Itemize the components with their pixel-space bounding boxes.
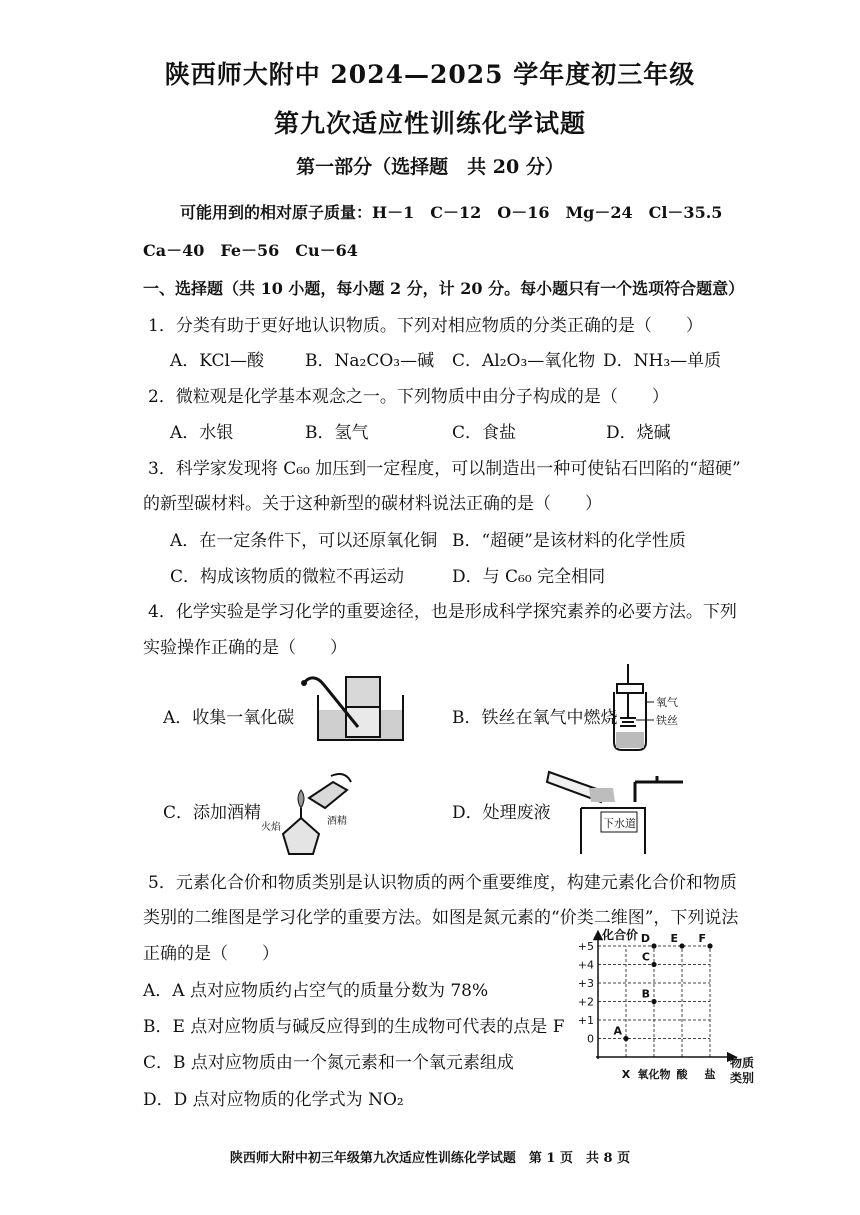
q5-stem-line3: 正确的是（ ）: [143, 944, 279, 964]
q4-option-d: D．处理废液: [452, 803, 551, 823]
data-point-label-b: B: [641, 987, 650, 1001]
q4-stem-line1: 4．化学实验是学习化学的重要途径，也是形成科学探究素养的必要方法。下列: [148, 602, 737, 622]
y-tick-label: +3: [577, 977, 594, 990]
atomic-masses-line1: 可能用到的相对原子质量：H－1 C－12 O－16 Mg－24 Cl－35.5: [180, 203, 723, 222]
co-collection-apparatus-figure: [298, 665, 413, 750]
q5-option-a: A．A 点对应物质约占空气的质量分数为 78%: [143, 981, 489, 1001]
section-heading: 一、选择题（共 10 小题，每小题 2 分，计 20 分。每小题只有一个选项符合题意）: [143, 279, 745, 298]
q2-option-c: C．食盐: [452, 423, 517, 443]
y-tick-label: 0: [587, 1032, 594, 1046]
q5-stem-line2: 类别的二维图是学习化学的重要方法。如图是氮元素的“价类二维图”，下列说法: [143, 908, 739, 928]
atomic-masses-line2: Ca－40 Fe－56 Cu－64: [143, 241, 358, 260]
q1-option-d: D．NH₃—单质: [603, 351, 722, 371]
data-point-label-e: E: [670, 932, 678, 945]
page-footer: 陕西师大附中初三年级第九次适应性训练化学试题 第 1 页 共 8 页: [229, 1151, 631, 1166]
q3-option-a: A．在一定条件下，可以还原氧化铜: [170, 531, 438, 551]
iron-wire-burning-apparatus-figure: [606, 660, 686, 755]
q3-stem-line1: 3．科学家发现将 C₆₀ 加压到一定程度，可以制造出一种可使钻石凹陷的“超硬”: [148, 459, 741, 479]
q2-option-d: D．烧碱: [606, 423, 671, 443]
data-point-e: [679, 943, 684, 948]
x-tick-label: 酸: [676, 1068, 688, 1081]
q1-option-b: B．Na₂CO₃—碱: [305, 351, 435, 371]
q4-stem-line2: 实验操作正确的是（ ）: [143, 638, 347, 658]
q3-option-b: B．“超硬”是该材料的化学性质: [452, 531, 686, 551]
data-point-a: [623, 1036, 628, 1041]
oxygen-label: 氧气: [656, 696, 678, 709]
x-tick-label: 氧化物: [637, 1068, 671, 1081]
q5-option-b: B．E 点对应物质与碱反应得到的生成物可代表的点是 F: [143, 1017, 565, 1037]
x-tick-label: X: [621, 1068, 631, 1081]
q5-option-c: C．B 点对应物质由一个氮元素和一个氧元素组成: [143, 1053, 514, 1073]
q4-option-b: B．铁丝在氧气中燃烧: [452, 708, 618, 728]
q3-option-d: D．与 C₆₀ 完全相同: [452, 567, 606, 587]
data-point-label-d: D: [640, 932, 650, 945]
x-tick-label: 盐: [704, 1068, 716, 1081]
q1-option-a: A．KCl—酸: [170, 351, 264, 371]
x-axis-label-part: 类别: [730, 1071, 755, 1085]
data-point-b: [651, 999, 656, 1004]
q1-option-c: C．Al₂O₃—氧化物: [452, 351, 596, 371]
q2-option-a: A．水银: [170, 423, 234, 443]
y-axis-label: 化合价: [602, 928, 639, 942]
part-title: 第一部分（选择题 共 20 分）: [296, 156, 564, 178]
q3-option-c: C．构成该物质的微粒不再运动: [170, 567, 405, 587]
q4-option-a: A．收集一氧化碳: [163, 708, 295, 728]
data-point-label-c: C: [641, 950, 650, 964]
q5-stem-line1: 5．元素化合价和物质类别是认识物质的两个重要维度，构建元素化合价和物质: [148, 873, 737, 893]
x-axis-label: [730, 1055, 754, 1085]
sewer-label: 下水道: [603, 817, 636, 830]
exam-title-line1: 陕西师大附中 2024—2025 学年度初三年级: [164, 60, 696, 89]
data-point-c: [651, 962, 656, 967]
y-tick-label: +5: [577, 940, 594, 953]
nitrogen-valence-class-chart: [560, 925, 755, 1095]
data-point-label-a: A: [613, 1024, 622, 1038]
data-point-d: [651, 943, 656, 948]
y-tick-label: +2: [577, 995, 594, 1009]
waste-disposal-apparatus-figure: [545, 762, 690, 857]
q4-option-c: C．添加酒精: [163, 803, 262, 823]
adding-alcohol-apparatus-figure: [255, 768, 365, 858]
data-point-f: [707, 943, 712, 948]
q1-stem: 1．分类有助于更好地认识物质。下列对相应物质的分类正确的是（ ）: [148, 316, 703, 336]
alcohol-label: 酒精: [327, 816, 347, 827]
exam-title-line2: 第九次适应性训练化学试题: [273, 109, 586, 138]
q5-option-d: D．D 点对应物质的化学式为 NO₂: [143, 1090, 404, 1110]
data-point-label-f: F: [698, 932, 706, 945]
y-tick-label: +4: [577, 958, 594, 972]
x-axis-label-part: 物质: [730, 1056, 755, 1070]
q3-stem-line2: 的新型碳材料。关于这种新型的碳材料说法正确的是（ ）: [143, 494, 602, 514]
q2-stem: 2．微粒观是化学基本观念之一。下列物质中由分子构成的是（ ）: [148, 387, 669, 407]
iron-wire-label: 铁丝: [656, 714, 678, 727]
flame-label: 火焰: [261, 822, 281, 833]
y-tick-label: +1: [577, 1014, 594, 1027]
q2-option-b: B．氢气: [305, 423, 369, 443]
